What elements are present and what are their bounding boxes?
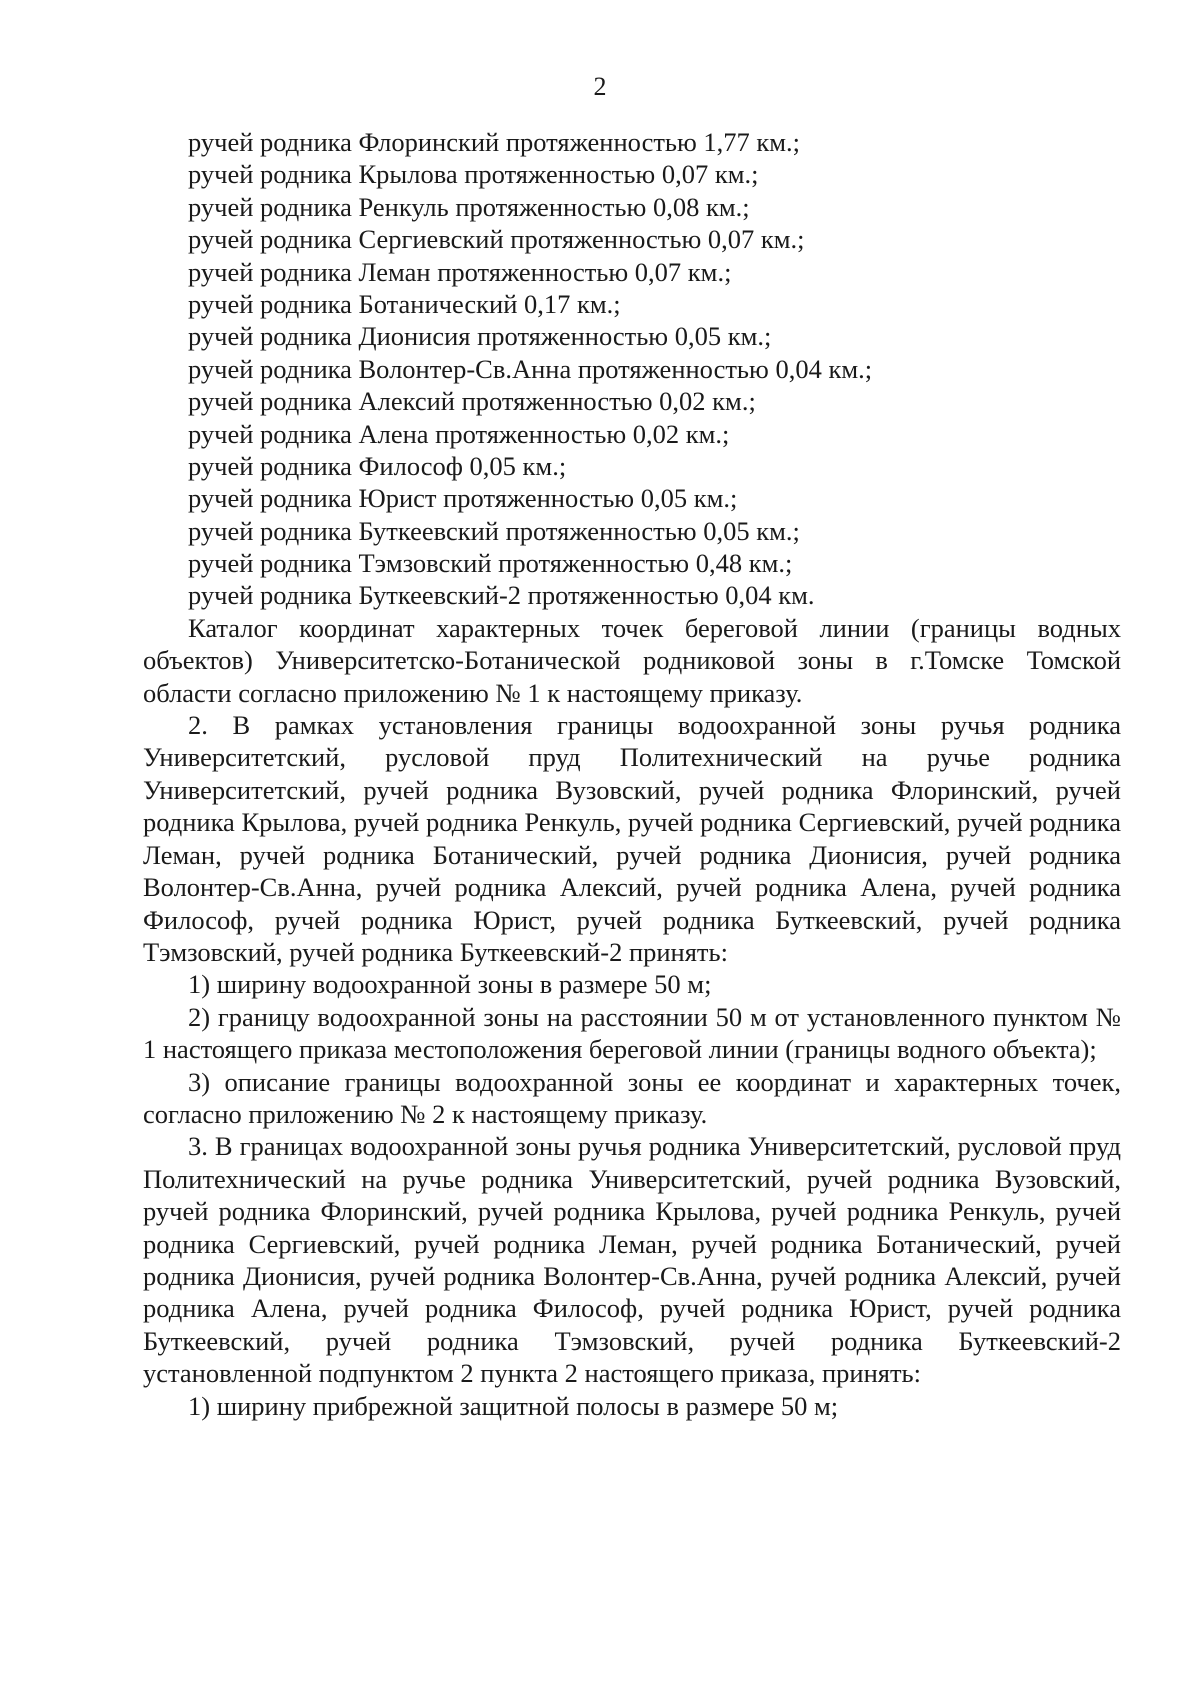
section-2-subitem-2: 2) границу водоохранной зоны на расстоянии 50 м от установленного пунктом № 1 настоящего приказа местоположения береговой линии (границы водного объекта); (143, 1001, 1121, 1065)
stream-list (143, 126, 1121, 612)
stream-list-item: ручей родника Алена протяженностью 0,02 км.; (188, 418, 730, 449)
stream-list-item: ручей родника Флоринский протяженностью 1,77 км.; (188, 127, 801, 157)
section-2-subitem-1: 1) ширину водоохранной зоны в размере 50 м; (188, 969, 712, 1000)
stream-list-item: ручей родника Крылова протяженностью 0,07 км.; (188, 159, 759, 190)
stream-list-item: ручей родника Алексий протяженностью 0,02 км.; (188, 386, 756, 417)
section-3-subitem-1: 1) ширину прибрежной защитной полосы в размере 50 м; (188, 1390, 839, 1421)
stream-list-item: ручей родника Ренкуль протяженностью 0,08 км.; (188, 191, 750, 222)
stream-list-item: ручей родника Сергиевский протяженностью 0,07 км.; (188, 224, 805, 255)
stream-list-item: ручей родника Тэмзовский протяженностью 0,48 км.; (188, 548, 793, 579)
section-2-subitem-3: 3) описание границы водоохранной зоны ее координат и характерных точек, согласно приложению № 2 к настоящему приказу. (143, 1066, 1121, 1129)
document-body (143, 126, 1121, 1422)
stream-list-item: ручей родника Буткеевский-2 протяженностью 0,04 км. (188, 580, 815, 611)
stream-list-item: ручей родника Волонтер-Св.Анна протяженностью 0,04 км.; (188, 353, 873, 384)
section-2-paragraph: 2. В рамках установления границы водоохранной зоны ручья родника Университетский, русловой пруд Политехнический на ручье родника Университетский, ручей родника Вузовский, ручей родника Флоринский, ручей родника Крылова, ручей родника Ренкуль, ручей родника Сергиевский, ручей родника Леман, ручей родника Ботанический, ручей родника Дионисия, ручей родника Волонтер-Св.Анна, ручей родника Алексий, ручей родника Алена, ручей родника Философ, ручей родника Юрист, ручей родника Буткеевский, ручей родника Тэмзовский, ручей родника Буткеевский-2 принять: (143, 710, 1121, 967)
stream-list-item: ручей родника Юрист протяженностью 0,05 км.; (188, 483, 738, 514)
section-3-paragraph: 3. В границах водоохранной зоны ручья родника Университетский, русловой пруд Политехнический на ручье родника Университетский, ручей родника Вузовский, ручей родника Флоринский, ручей родника Крылова, ручей родника Ренкуль, ручей родника Сергиевский, ручей родника Леман, ручей родника Ботанический, ручей родника Дионисия, ручей родника Волонтер-Св.Анна, ручей родника Алексий, ручей родника Алена, ручей родника Философ, ручей родника Юрист, ручей родника Буткеевский, ручей родника Тэмзовский, ручей родника Буткеевский-2 установленной подпунктом 2 пункта 2 настоящего приказа, принять: (143, 1131, 1121, 1389)
stream-list-item: ручей родника Дионисия протяженностью 0,05 км.; (188, 321, 772, 352)
stream-list-item: ручей родника Ботанический 0,17 км.; (188, 288, 621, 319)
page-number: 2 (593, 72, 607, 101)
catalog-paragraph: Каталог координат характерных точек береговой линии (границы водных объектов) Университетско-Ботанической родниковой зоны в г.Томске Томской области согласно приложению № 1 к настоящему приказу. (143, 612, 1121, 708)
stream-list-item: ручей родника Буткеевский протяженностью 0,05 км.; (188, 515, 800, 546)
stream-list-item: ручей родника Философ 0,05 км.; (188, 450, 567, 481)
stream-list-item: ручей родника Леман протяженностью 0,07 км.; (188, 256, 732, 287)
